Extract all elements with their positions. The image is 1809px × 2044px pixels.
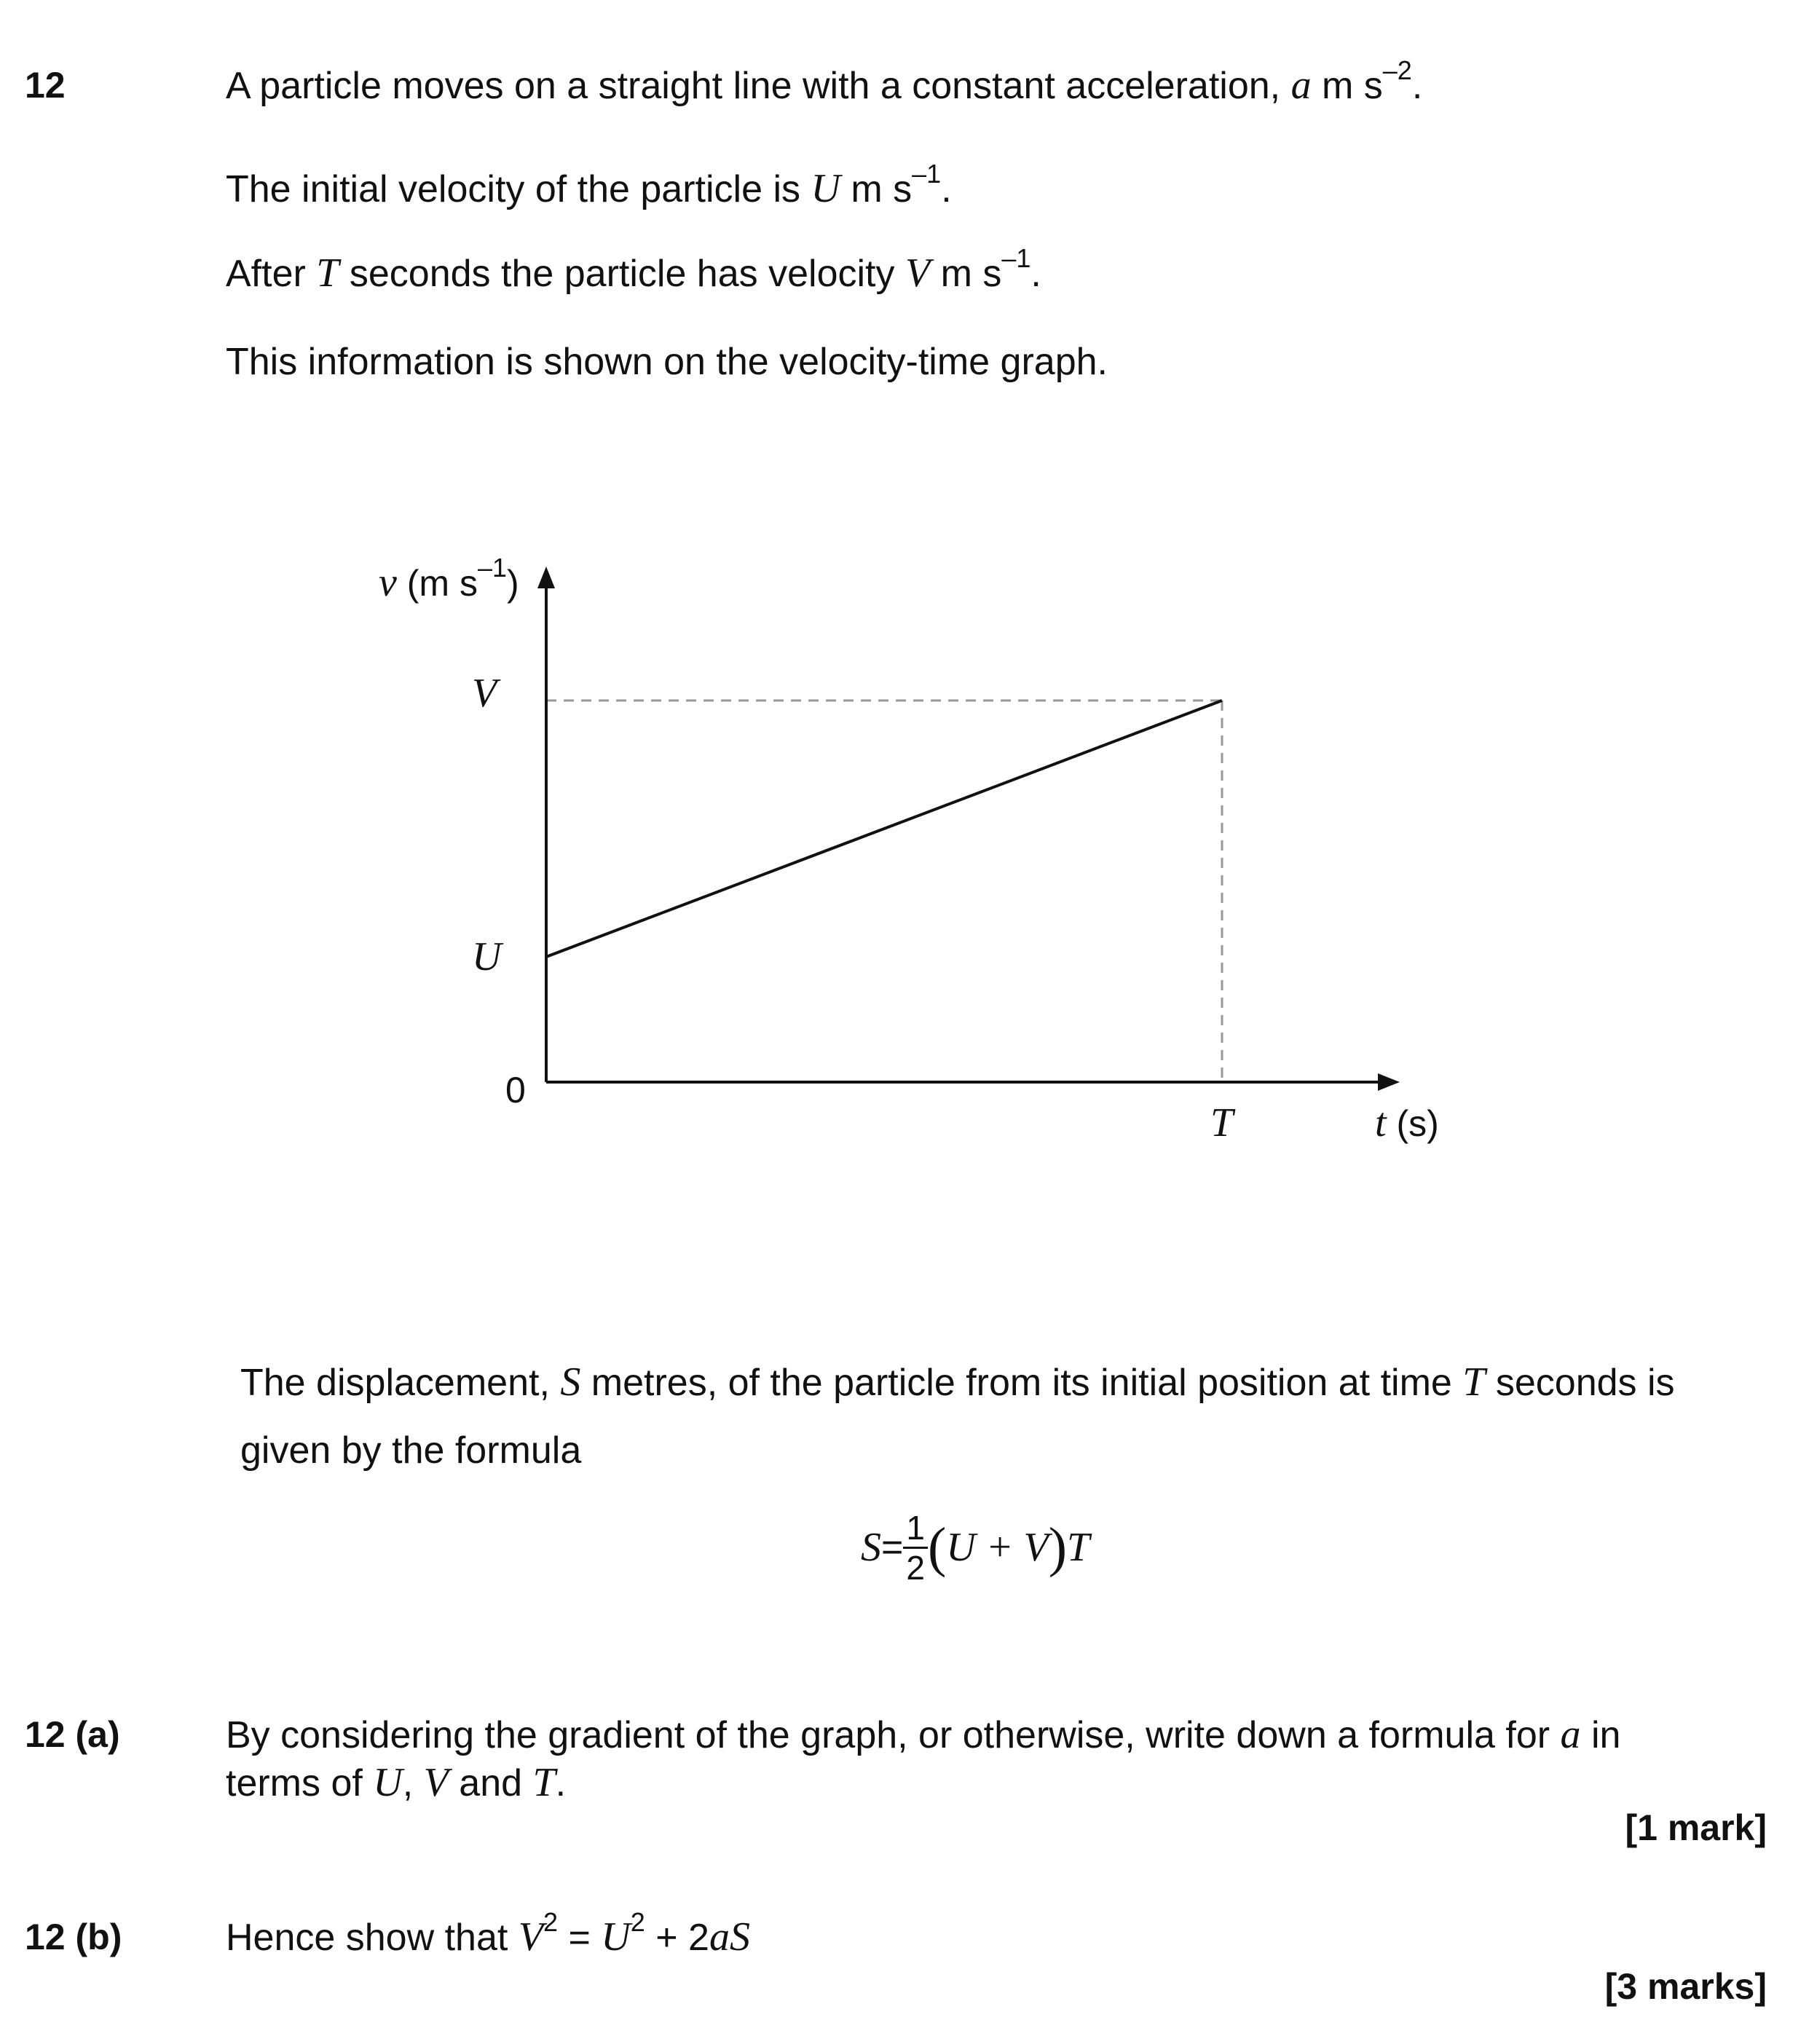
intro-line-3: After T seconds the particle has velocity V m $s^{-1}$. xyxy=(226,243,1041,296)
tick-label-V: V xyxy=(472,671,497,716)
y-axis-label: v (m $s^{-1}$) xyxy=(379,553,519,605)
x-axis-arrow xyxy=(1378,1073,1400,1091)
part-b-line: Hence show that $V^2 = U^2 + 2aS$ xyxy=(226,1907,750,1960)
part-a-line-1: By considering the gradient of the graph, or otherwise, write down a formula for a in xyxy=(226,1712,1621,1757)
part-a-label: 12 (a) xyxy=(25,1714,120,1755)
part-b-label: 12 (b) xyxy=(25,1917,122,1957)
question-number: 12 xyxy=(25,65,66,106)
displacement-line-1: The displacement, S metres, of the particle from its initial position at time T seconds is xyxy=(240,1360,1675,1405)
tick-label-T: T xyxy=(1210,1100,1234,1145)
x-axis-label: t (s) xyxy=(1375,1100,1439,1145)
displacement-formula: S = $\frac{1}{2}$ ( U + V ) T xyxy=(861,1508,1090,1587)
intro-line-1: A particle moves on a straight line with a constant acceleration, a m $s^{-2}$. xyxy=(226,55,1423,108)
origin-label: 0 xyxy=(505,1070,526,1110)
tick-label-U: U xyxy=(472,934,502,979)
part-b-marks: [3 marks] xyxy=(1604,1966,1767,2007)
intro-line-2: The initial velocity of the particle is U m $s^{-1}$. xyxy=(226,159,952,211)
part-a-line-2: terms of U, V and T. xyxy=(226,1760,567,1805)
velocity-line xyxy=(546,701,1222,957)
part-a-marks: [1 mark] xyxy=(1625,1807,1767,1848)
intro-line-4: This information is shown on the velocity-time graph. xyxy=(226,341,1108,383)
half-fraction: $\frac{1}{2}$ xyxy=(903,1509,928,1587)
y-axis-arrow xyxy=(537,567,555,588)
displacement-line-2: given by the formula xyxy=(240,1429,582,1472)
